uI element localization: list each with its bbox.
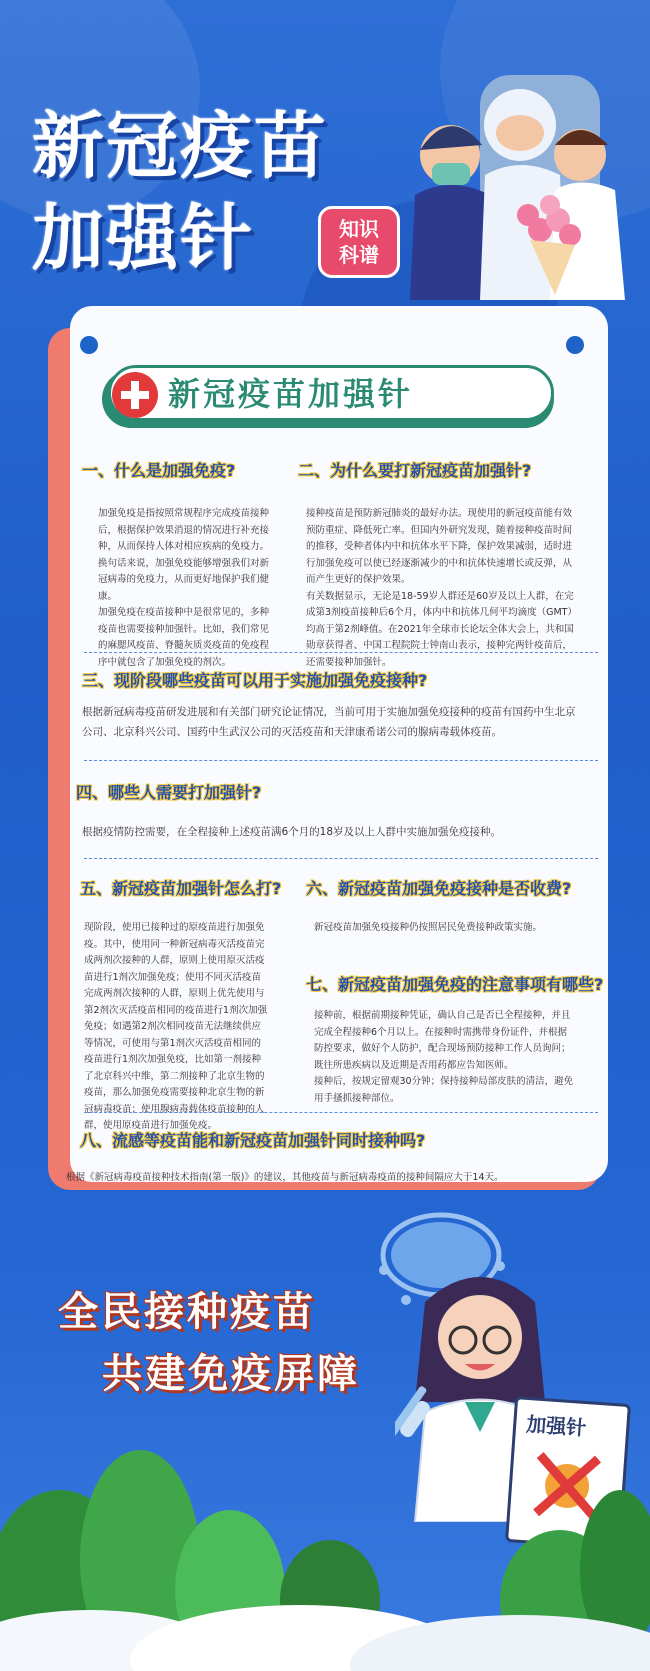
medical-cross-icon <box>112 372 158 418</box>
section-3-heading: 三、现阶段哪些疫苗可以用于实施加强免疫接种? <box>82 671 428 690</box>
poster-title-line2: 加强针 <box>32 196 255 280</box>
divider <box>84 1112 598 1113</box>
section-2-body: 接种疫苗是预防新冠肺炎的最好办法。现使用的新冠疫苗能有效预防重症、降低死亡率。但国内外研究发现，随着接种疫苗时间的推移，受种者体内中和抗体水平下降，保护效果减弱，适时进行加强免疫可以使已经逐渐减少的中和抗体快速增长或反弹，从而产生更好的保护效果。 有关数据显示，无论是18-59岁人群还是60岁及以上人群，在完成第3剂疫苗接种后6个月，体内中和抗体几何平均滴度（GMT）均高于第2剂峰值。在2021年全球市长论坛全体大会上，共和国勋章获得者、中国工程院院士钟南山表示，接种完两针疫苗后，还需要接种加强针。 <box>306 508 574 668</box>
section-1-body: 加强免疫是指按照常规程序完成疫苗接种后，根据保护效果消退的情况进行补充接种，从而保持人体对相应疾病的免疫力。换句话来说，加强免疫能够增强我们对新冠病毒的免疫力，从而更好地保护我们健康。 加强免疫在疫苗接种中是很常见的，多种疫苗也需要接种加强针。比如，我们常见的麻腮风疫苗、脊髓灰质炎疫苗的免疫程序中就包含了加强免疫的剂次。 <box>98 508 270 668</box>
section-1-heading: 一、什么是加强免疫? <box>82 461 236 480</box>
section-8-body: 根据《新冠病毒疫苗接种技术指南(第一版)》的建议，其他疫苗与新冠病毒疫苗的接种间隔应大于14天。 <box>66 1172 504 1183</box>
section-6-body: 新冠疫苗加强免疫接种仍按照居民免费接种政策实施。 <box>314 922 543 933</box>
divider <box>84 652 598 653</box>
poster-title-line1: 新冠疫苗 <box>32 104 329 188</box>
section-7-body: 接种前，根据前期接种凭证，确认自己是否已全程接种，并且完成全程接种6个月以上。在接种时需携带身份证件，并根据防控要求，做好个人防护，配合现场预防接种工作人员询问；既往所患疾病以及近期是否用药都应告知医师。 接种后，按规定留观30分钟；保持接种局部皮肤的清洁，避免用手搔抓接种部位。 <box>314 1010 574 1104</box>
section-7-heading: 七、新冠疫苗加强免疫的注意事项有哪些? <box>306 975 604 994</box>
sign-text: 加强针 <box>525 1412 588 1441</box>
divider <box>84 760 598 761</box>
divider <box>84 858 598 859</box>
card-pin-right <box>566 336 584 354</box>
section-5-body: 现阶段，使用已接种过的原疫苗进行加强免疫。其中，使用同一种新冠病毒灭活疫苗完成两剂次接种的人群，原则上使用原灭活疫苗进行1剂次加强免疫；使用不同灭活疫苗完成两剂次接种的人群，原则上优先使用与第2剂次灭活疫苗相同的疫苗进行1剂次加强免疫；如遇第2剂次相同疫苗无法继续供应等情况，可使用与第1剂次灭活疫苗相同的疫苗进行1剂次加强免疫，比如第一剂接种了北京科兴中维，第二剂接种了北京生物的疫苗，那么加强免疫需要接种北京生物的新冠病毒疫苗；使用腺病毒载体疫苗接种的人群，使用原疫苗进行加强免疫。 <box>84 922 268 1131</box>
medical-workers-illustration <box>410 45 640 300</box>
card-pin-left <box>80 336 98 354</box>
badge-text: 知识科谱 <box>339 217 379 267</box>
section-5-heading: 五、新冠疫苗加强针怎么打? <box>80 879 282 898</box>
plants-decoration <box>0 1380 650 1671</box>
section-4-heading: 四、哪些人需要打加强针? <box>76 783 262 802</box>
section-3-body: 根据新冠病毒疫苗研发进展和有关部门研究论证情况，当前可用于实施加强免疫接种的疫苗有国药中生北京公司、北京科兴公司、国药中生武汉公司的灭活疫苗和天津康希诺公司的腺病毒载体疫苗。 <box>82 706 576 738</box>
slogan-line1: 全民接种疫苗 <box>58 1289 316 1335</box>
section-4-body: 根据疫情防控需要，在全程接种上述疫苗满6个月的18岁及以上人群中实施加强免疫接种。 <box>82 826 502 838</box>
section-6-heading: 六、新冠疫苗加强免疫接种是否收费? <box>306 879 572 898</box>
banner-title: 新冠疫苗加强针 <box>168 375 414 413</box>
knowledge-badge <box>318 206 400 278</box>
section-8-heading: 八、流感等疫苗能和新冠疫苗加强针同时接种吗? <box>80 1131 426 1150</box>
slogan-line2: 共建免疫屏障 <box>102 1351 360 1397</box>
section-2-heading: 二、为什么要打新冠疫苗加强针? <box>298 461 532 480</box>
